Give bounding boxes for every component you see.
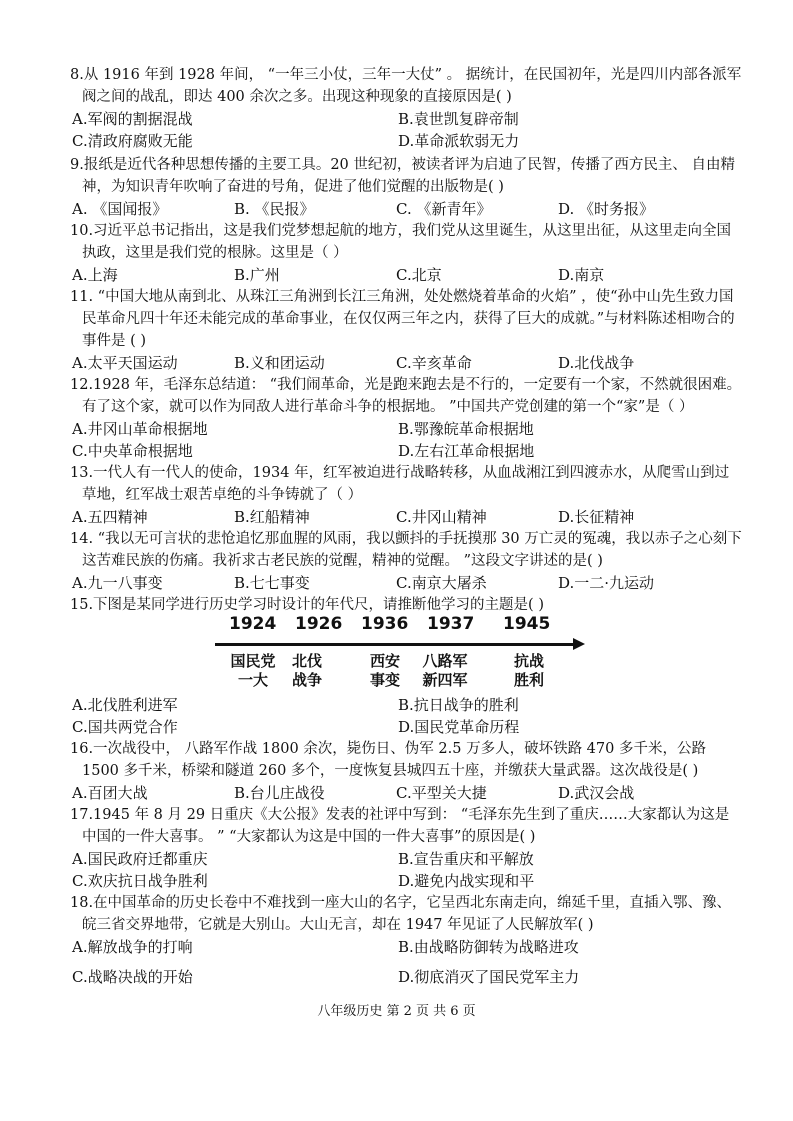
option-c[interactable]: C.中央革命根据地 (72, 442, 193, 460)
timeline-event: 抗战 胜利 (513, 652, 544, 689)
options-grid (70, 694, 742, 738)
option-d[interactable]: D.一二·九运动 (558, 574, 655, 592)
option-a[interactable]: A.九一八事变 (72, 574, 163, 592)
options-grid (70, 418, 742, 462)
timeline-year: 1945 (503, 614, 551, 634)
timeline-year: 1936 (361, 614, 409, 634)
option-b[interactable]: B.广州 (234, 266, 280, 284)
option-c[interactable]: C.辛亥革命 (396, 354, 472, 372)
timeline-axis (215, 643, 577, 646)
option-c[interactable]: C.欢庆抗日战争胜利 (72, 872, 208, 890)
option-a[interactable]: A.井冈山革命根据地 (72, 420, 208, 438)
option-a[interactable]: A.北伐胜利进军 (72, 696, 178, 714)
page-footer: 八年级历史 第 2 页 共 6 页 (317, 1004, 476, 1019)
option-d[interactable]: D.彻底消灭了国民党军主力 (398, 968, 580, 986)
options-row (70, 506, 742, 528)
option-d[interactable]: D.南京 (558, 266, 605, 284)
year-timeline (215, 612, 585, 692)
option-d[interactable]: D.北伐战争 (558, 354, 635, 372)
options-row (70, 198, 742, 220)
question-stem: 9.报纸是近代各种思想传播的主要工具。20 世纪初，被读者评为启迪了民智，传播了西方民主、 自由精神，为知识青年吹响了奋进的号角，促进了他们觉醒的出版物是( ) (70, 157, 735, 195)
question-13 (70, 462, 742, 528)
option-b[interactable]: B.鄂豫皖革命根据地 (398, 420, 534, 438)
option-a[interactable]: A.太平天国运动 (72, 354, 178, 372)
question-8 (70, 64, 742, 152)
option-a[interactable]: A.国民政府迁都重庆 (72, 850, 208, 868)
timeline-event: 八路军 新四军 (422, 652, 468, 689)
question-stem: 11. “中国大地从南到北、从珠江三角洲到长江三角洲，处处燃烧着革命的火焰” ，使“孙中山先生致力国民革命凡四十年还未能完成的革命事业，在仅仅两三年之内，获得了巨大的成就。”与材料陈述相吻合的事件是 ( ) (70, 289, 735, 349)
question-stem: 15.下图是某同学进行历史学习时设计的年代尺，请推断他学习的主题是( ) (70, 597, 544, 613)
option-d[interactable]: D.避免内战实现和平 (398, 872, 535, 890)
options-grid (70, 936, 742, 988)
question-16 (70, 738, 742, 804)
timeline-event: 国民党 一大 (230, 652, 276, 689)
option-d[interactable]: D.革命派软弱无力 (398, 132, 520, 150)
question-stem: 13.一代人有一代人的使命，1934 年，红军被迫进行战略转移，从血战湘江到四渡赤水，从爬雪山到过草地，红军战士艰苦卓绝的斗争铸就了（ ） (70, 465, 730, 503)
option-c[interactable]: C.南京大屠杀 (396, 574, 487, 592)
timeline-event: 北伐 战争 (291, 652, 322, 689)
option-a[interactable]: A.上海 (72, 266, 118, 284)
question-18 (70, 892, 742, 988)
option-c[interactable]: C.国共两党合作 (72, 718, 178, 736)
option-a[interactable]: A.五四精神 (72, 508, 148, 526)
timeline-year: 1926 (295, 614, 343, 634)
question-10 (70, 220, 742, 286)
question-17 (70, 804, 742, 892)
options-row (70, 572, 742, 594)
option-b[interactable]: B. 《民报》 (234, 200, 315, 218)
option-d[interactable]: D.长征精神 (558, 508, 635, 526)
option-a[interactable]: A.百团大战 (72, 784, 148, 802)
options-row (70, 352, 742, 374)
option-a[interactable]: A.解放战争的打响 (72, 938, 193, 956)
question-11 (70, 286, 742, 374)
option-b[interactable]: B.义和团运动 (234, 354, 325, 372)
option-a[interactable]: A.军阀的割据混战 (72, 110, 193, 128)
question-stem: 12.1928 年，毛泽东总结道： “我们闹革命，光是跑来跑去是不行的，一定要有一个家，不然就很困难。有了这个家，就可以作为同敌人进行革命斗争的根据地。 ”中国共产党创建的第一个“家”是（ ） (70, 377, 742, 415)
options-row (70, 782, 742, 804)
options-grid (70, 848, 742, 892)
timeline-year: 1924 (229, 614, 277, 634)
option-c[interactable]: C.清政府腐败无能 (72, 132, 193, 150)
option-b[interactable]: B.七七事变 (234, 574, 310, 592)
option-c[interactable]: C.北京 (396, 266, 442, 284)
question-stem: 16.一次战役中， 八路军作战 1800 余次，毙伤日、伪军 2.5 万多人，破坏铁路 470 多千米，公路 1500 多千米，桥梁和隧道 260 多个，一度恢复县城四五十座，并缴获大量武器。这次战役是( ) (70, 741, 706, 779)
question-12 (70, 374, 742, 462)
question-stem: 17.1945 年 8 月 29 日重庆《大公报》发表的社评中写到： “毛泽东先生到了重庆……大家都认为这是中国的一件大喜事。 ” “大家都认为这是中国的一件大喜事”的原因是( ) (70, 807, 730, 845)
option-b[interactable]: B.由战略防御转为战略进攻 (398, 938, 579, 956)
timeline-year: 1937 (427, 614, 475, 634)
question-stem: 14. “我以无可言状的悲怆追忆那血腥的风雨，我以颤抖的手抚摸那 30 万亡灵的冤魂，我以赤子之心刻下这苦难民族的伤痛。我祈求古老民族的觉醒，精神的觉醒。 ”这段文字讲述的是( ) (70, 531, 742, 569)
option-b[interactable]: B.宣告重庆和平解放 (398, 850, 534, 868)
question-14 (70, 528, 742, 594)
option-d[interactable]: D.国民党革命历程 (398, 718, 520, 736)
option-c[interactable]: C.平型关大捷 (396, 784, 487, 802)
option-c[interactable]: C.井冈山精神 (396, 508, 487, 526)
timeline-arrow-icon (573, 638, 585, 650)
option-c[interactable]: C. 《新青年》 (396, 200, 492, 218)
option-a[interactable]: A. 《国闻报》 (72, 200, 168, 218)
option-d[interactable]: D. 《时务报》 (558, 200, 655, 218)
question-15-options (70, 694, 742, 738)
timeline-event: 西安 事变 (369, 652, 400, 689)
question-stem: 8.从 1916 年到 1928 年间， “一年三小仗，三年一大仗” 。 据统计，在民国初年，光是四川内部各派军阀之间的战乱，即达 400 余次之多。出现这种现象的直接原因是( ) (70, 67, 742, 105)
question-stem: 18.在中国革命的历史长卷中不难找到一座大山的名字，它呈西北东南走向，绵延千里，直插入鄂、豫、皖三省交界地带，它就是大别山。大山无言，却在 1947 年见证了人民解放军( ) (70, 895, 732, 933)
option-b[interactable]: B.抗日战争的胜利 (398, 696, 519, 714)
option-b[interactable]: B.袁世凯复辟帝制 (398, 110, 519, 128)
options-row (70, 264, 742, 286)
options-grid (70, 108, 742, 152)
question-stem: 10.习近平总书记指出，这是我们党梦想起航的地方，我们党从这里诞生，从这里出征，从这里走向全国执政，这里是我们党的根脉。这里是（ ） (70, 223, 732, 261)
option-d[interactable]: D.左右江革命根据地 (398, 442, 535, 460)
question-9 (70, 154, 742, 220)
option-c[interactable]: C.战略决战的开始 (72, 968, 193, 986)
option-d[interactable]: D.武汉会战 (558, 784, 635, 802)
option-b[interactable]: B.红船精神 (234, 508, 310, 526)
option-b[interactable]: B.台儿庄战役 (234, 784, 325, 802)
